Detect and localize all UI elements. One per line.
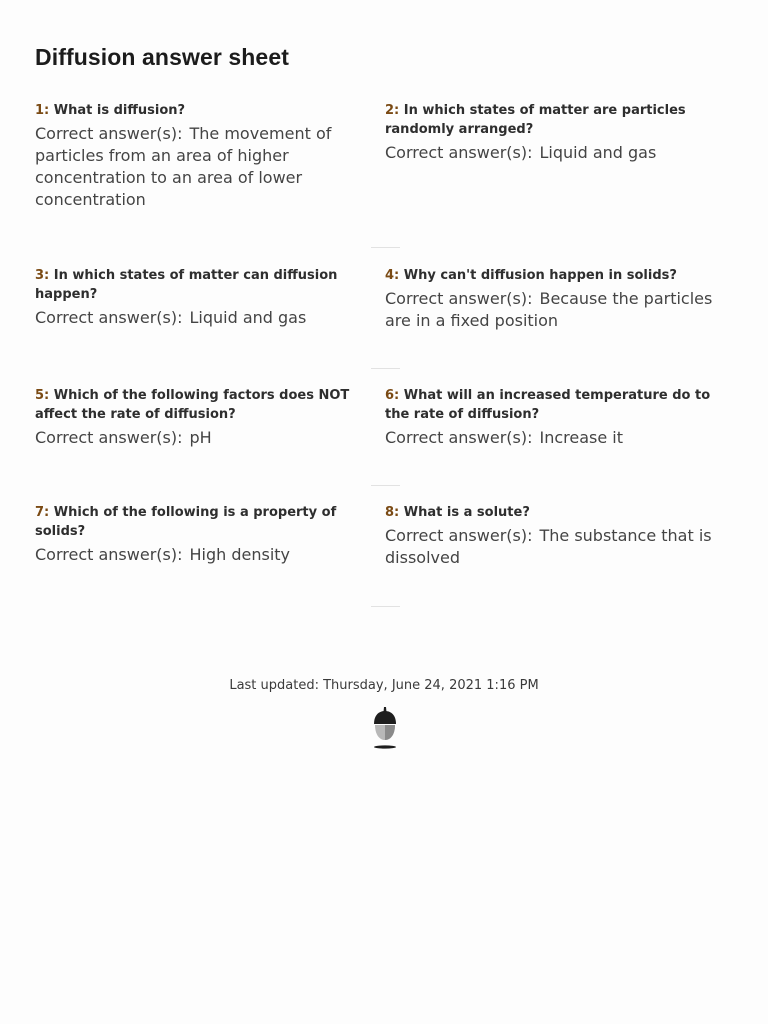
page-title: Diffusion answer sheet <box>35 44 289 70</box>
question-item <box>35 503 355 566</box>
answer-text: Correct answer(s): High density <box>35 545 291 564</box>
last-updated: Last updated: Thursday, June 24, 2021 1:16 PM <box>229 678 539 693</box>
question-item <box>385 503 715 569</box>
answer-text: Correct answer(s): Liquid and gas <box>35 308 307 327</box>
answer-text: Correct answer(s): Increase it <box>385 428 623 447</box>
question-text: 4: Why can't diffusion happen in solids? <box>385 268 677 283</box>
question-text: 7: Which of the following is a property of solids? <box>35 505 337 539</box>
question-text: 1: What is diffusion? <box>35 103 186 118</box>
question-text: 6: What will an increased temperature do to the rate of diffusion? <box>385 388 711 422</box>
answer-text: Correct answer(s): Liquid and gas <box>385 143 657 162</box>
divider <box>371 485 400 486</box>
question-item <box>385 101 715 164</box>
question-item <box>35 266 355 329</box>
answer-text: Correct answer(s): The substance that is dissolved <box>385 526 712 567</box>
answer-text: Correct answer(s): Because the particles are in a fixed position <box>385 289 713 330</box>
question-text: 5: Which of the following factors does NOT affect the rate of diffusion? <box>35 388 350 422</box>
question-item <box>385 386 715 449</box>
answer-text: Correct answer(s): pH <box>35 428 212 447</box>
question-item <box>385 266 715 332</box>
answer-text: Correct answer(s): The movement of particles from an area of higher concentration to an area of lower concentration <box>35 124 332 209</box>
question-text: 3: In which states of matter can diffusion happen? <box>35 268 338 302</box>
divider <box>371 247 400 248</box>
question-item <box>35 101 355 211</box>
question-text: 8: What is a solute? <box>385 505 530 520</box>
divider <box>371 606 400 607</box>
acorn-icon <box>369 704 401 752</box>
question-text: 2: In which states of matter are particles randomly arranged? <box>385 103 686 137</box>
question-item <box>35 386 355 449</box>
divider <box>371 368 400 369</box>
